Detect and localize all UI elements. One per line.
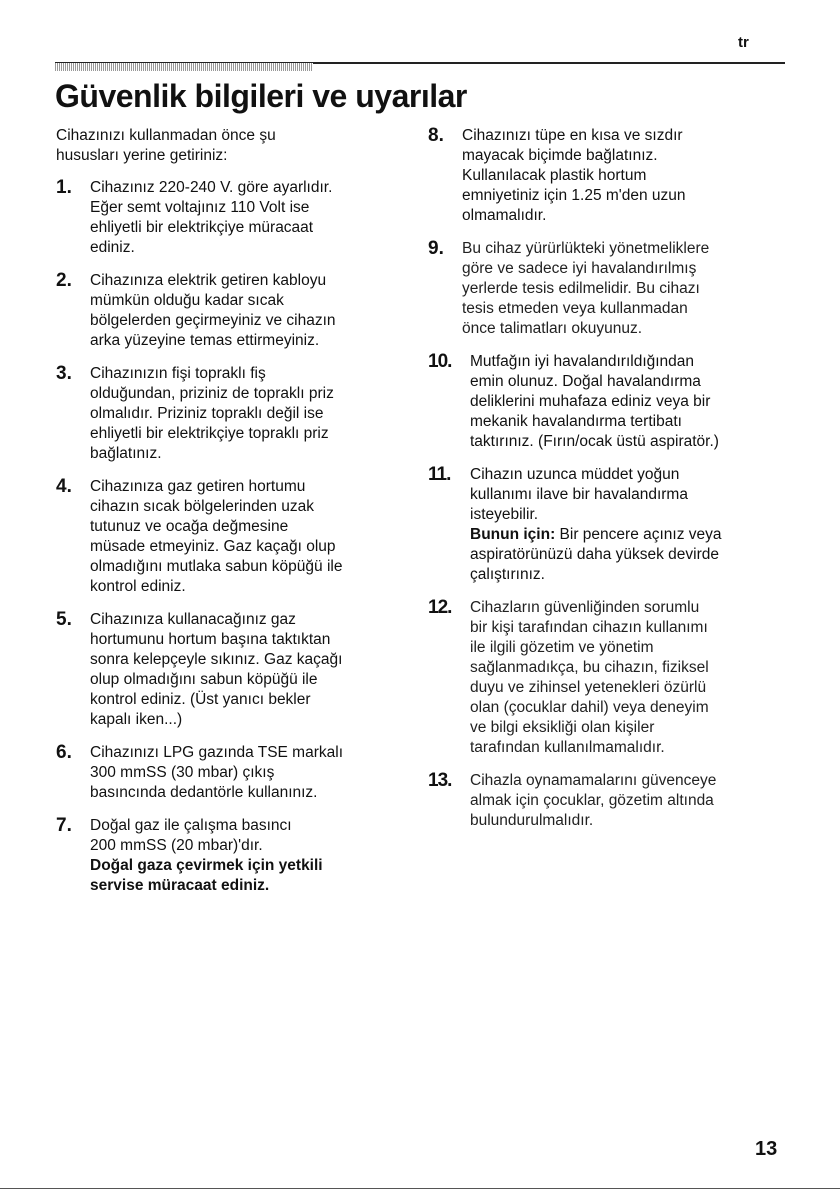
item-number: 8. [428,125,444,146]
item-number: 2. [56,270,72,291]
item-number: 9. [428,238,444,259]
item-text: Cihazınızı tüpe en kısa ve sızdır mayacak biçimde bağlatınız. Kullanılacak plastik hortum emniyetiniz için 1.25 m'den uzun olmamalıdır. [462,127,686,224]
intro-text: Cihazınızı kullanmadan önce şu hususları yerine getiriniz: [56,127,276,164]
list-item-9 [428,239,788,339]
item-text: Cihazla oynamamalarını güvenceye almak için çocuklar, gözetim altında bulundurulmalıdır. [470,772,717,829]
item-bold-text: Doğal gaza çevirmek için yetkili servise müracaat ediniz. [90,857,323,894]
list-item-12 [428,598,788,758]
item-number: 4. [56,476,72,497]
list-item-6 [56,743,416,803]
header-hatch-bar [55,63,313,71]
list-item-1 [56,178,416,258]
item-text: Cihazınızı LPG gazında TSE markalı 300 mmSS (30 mbar) çıkış basıncında dedantörle kullanınız. [90,744,343,801]
item-bold-label: Bunun için: [470,526,556,543]
item-text: Cihazın uzunca müddet yoğun kullanımı ilave bir havalandırma isteyebilir. [470,466,688,523]
list-item-10 [428,352,788,452]
item-number: 1. [56,177,72,198]
left-column [56,126,416,909]
item-text: Cihazların güvenliğinden sorumlu bir kişi tarafından cihazın kullanımı ile ilgili gözetim ve yönetim sağlanmadıkça, bu cihazın, fiziksel duyu ve zihinsel yetenekleri özürlü olan (çocuklar dahil) veya deneyim ve bilgi eksikliği olan kişiler tarafından kullanılmamalıdır. [470,599,709,756]
list-item-7 [56,816,416,896]
item-text: Doğal gaz ile çalışma basıncı 200 mmSS (20 mbar)'dır. [90,817,292,854]
page-number: 13 [755,1138,778,1160]
item-text: Cihazınıza elektrik getiren kabloyu mümkün olduğu kadar sıcak bölgelerden geçirmeyiniz ve cihazın arka yüzeyine temas ettirmeyiniz. [90,272,336,349]
list-item-13 [428,771,788,831]
list-item-11 [428,465,788,585]
item-text: Cihazınıza gaz getiren hortumu cihazın sıcak bölgelerinden uzak tutunuz ve ocağa değmesine müsade etmeyiniz. Gaz kaçağı olup olmadığını mutlaka sabun köpüğü ile kontrol ediniz. [90,478,343,595]
item-number: 10. [428,351,452,372]
item-text: Cihazınızın fişi topraklı fiş olduğundan, priziniz de topraklı priz olmalıdır. Priziniz topraklı değil ise ehliyetli bir elektrikçiye topraklı priz bağlatınız. [90,365,334,462]
item-number: 6. [56,742,72,763]
right-column [428,126,788,844]
item-number: 12. [428,597,452,618]
page-title: Güvenlik bilgileri ve uyarılar [55,78,467,114]
item-text-continued: Bir pencere açınız veya aspiratörünüzü daha yüksek devirde çalıştırınız. [470,526,722,583]
list-item-8 [428,126,788,226]
list-item-3 [56,364,416,464]
item-text: Cihazınıza kullanacağınız gaz hortumunu hortum başına taktıktan sonra kelepçeyle sıkınız. Gaz kaçağı olup olmadığını sabun köpüğü ile kontrol ediniz. (Üst yanıcı bekler kapalı iken...) [90,611,343,728]
list-item-2 [56,271,416,351]
item-text: Cihazınız 220-240 V. göre ayarlıdır. Eğer semt voltajınız 110 Volt ise ehliyetli bir elektrikçiye müracaat ediniz. [90,179,333,256]
language-code: tr [738,34,749,51]
item-text: Mutfağın iyi havalandırıldığından emin olunuz. Doğal havalandırma deliklerini muhafaza ediniz veya bir mekanik havalandırma tertibatı taktırınız. (Fırın/ocak üstü aspiratör.) [470,353,719,450]
item-number: 5. [56,609,72,630]
list-item-4 [56,477,416,597]
bottom-rule [0,1188,840,1189]
item-number: 7. [56,815,72,836]
item-text: Bu cihaz yürürlükteki yönetmeliklere göre ve sadece iyi havalandırılmış yerlerde tesis edilmelidir. Bu cihazı tesis etmeden veya kullanmadan önce talimatları okuyunuz. [462,240,710,337]
item-number: 11. [428,464,451,485]
list-item-5 [56,610,416,730]
item-number: 3. [56,363,72,384]
item-number: 13. [428,770,452,791]
